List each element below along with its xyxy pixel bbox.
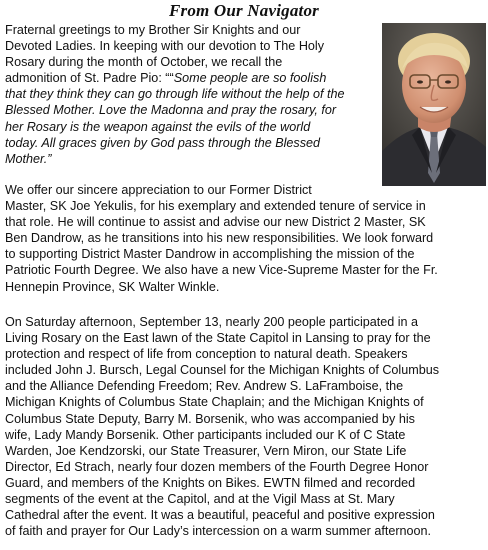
greeting-paragraph — [5, 22, 485, 167]
paragraph-line: Master, SK Joe Yekulis, for his exemplary and extended tenure of service in — [5, 199, 426, 214]
paragraph-line: included John J. Bursch, Legal Counsel for the Michigan Knights of Columbus — [5, 363, 440, 378]
paragraph-line: Director, Ed Strach, nearly four dozen members of the Fourth Degree Honor — [5, 459, 429, 474]
paragraph-line: Rosary during the month of October, we recall the — [5, 55, 283, 70]
paragraph-line: segments of the event at the Capitol, and at the Vigil Mass at St. Mary — [5, 492, 395, 507]
article-title: From Our Navigator — [168, 1, 319, 20]
paragraph-line: wife, Lady Mandy Borsenik. Other participants included our K of C State — [5, 427, 406, 442]
quote-lead-in: admonition of St. Padre Pio: ““ — [5, 71, 174, 86]
quote-line: that they think they can go through life without the help of the — [5, 87, 345, 102]
paragraph-line: protection and respect of life from conception to natural death. Speakers — [5, 347, 408, 362]
quote-line: today. All graces given by God pass through the Blessed — [5, 135, 321, 150]
quote-line: Mother.” — [5, 151, 52, 166]
paragraph-line: We offer our sincere appreciation to our Former District — [5, 183, 312, 197]
paragraph-line: Warden, Joe Kendzorski, our State Treasurer, Vern Miron, our State Life — [5, 443, 407, 458]
padre-pio-quote-start: Some people are so foolish — [173, 71, 327, 86]
paragraph-line: Devoted Ladies. In keeping with our devotion to The Holy — [5, 39, 325, 54]
paragraph-line: Columbus State Deputy, Barry M. Borsenik, who was accompanied by his — [5, 411, 415, 426]
paragraph-line: of faith and prayer for Our Lady’s intercession on a warm summer afternoon. — [5, 524, 432, 539]
paragraph-line: Patriotic Fourth Degree. We also have a new Vice-Supreme Master for the Fr. — [5, 263, 438, 278]
paragraph-line: Guard, and members of the Knights on Bikes. EWTN filmed and recorded — [5, 475, 416, 490]
living-rosary-paragraph — [5, 314, 485, 539]
paragraph-line: Fraternal greetings to my Brother Sir Knights and our — [5, 23, 301, 37]
paragraph-line: Michigan Knights of Columbus State Chaplain; and the Michigan Knights of — [5, 395, 424, 410]
paragraph-line: that role. He will continue to assist and advise our new District 2 Master, SK — [5, 215, 426, 230]
paragraph-line: Ben Dandrow, as he transitions into his new responsibilities. We look forward — [5, 231, 434, 246]
quote-line: Blessed Mother. Love the Madonna and pray the rosary, for — [5, 103, 337, 118]
appreciation-paragraph — [5, 182, 485, 295]
paragraph-line: Hennepin Province, SK Walter Winkle. — [5, 279, 220, 294]
quote-line: her Rosary is the weapon against the evils of the world — [5, 119, 311, 134]
paragraph-line: Living Rosary on the East lawn of the State Capitol in Lansing to pray for the — [5, 331, 431, 346]
paragraph-line: to supporting District Master Dandrow in accomplishing the mission of the — [5, 247, 415, 262]
paragraph-line — [5, 70, 485, 86]
paragraph-line: On Saturday afternoon, September 13, nearly 200 people participated in a — [5, 315, 419, 329]
paragraph-line: and the Alliance Defending Freedom; Rev. Andrew S. LaFramboise, the — [5, 379, 404, 394]
paragraph-line: Cathedral after the event. It was a beautiful, peaceful and positive expression — [5, 508, 435, 523]
